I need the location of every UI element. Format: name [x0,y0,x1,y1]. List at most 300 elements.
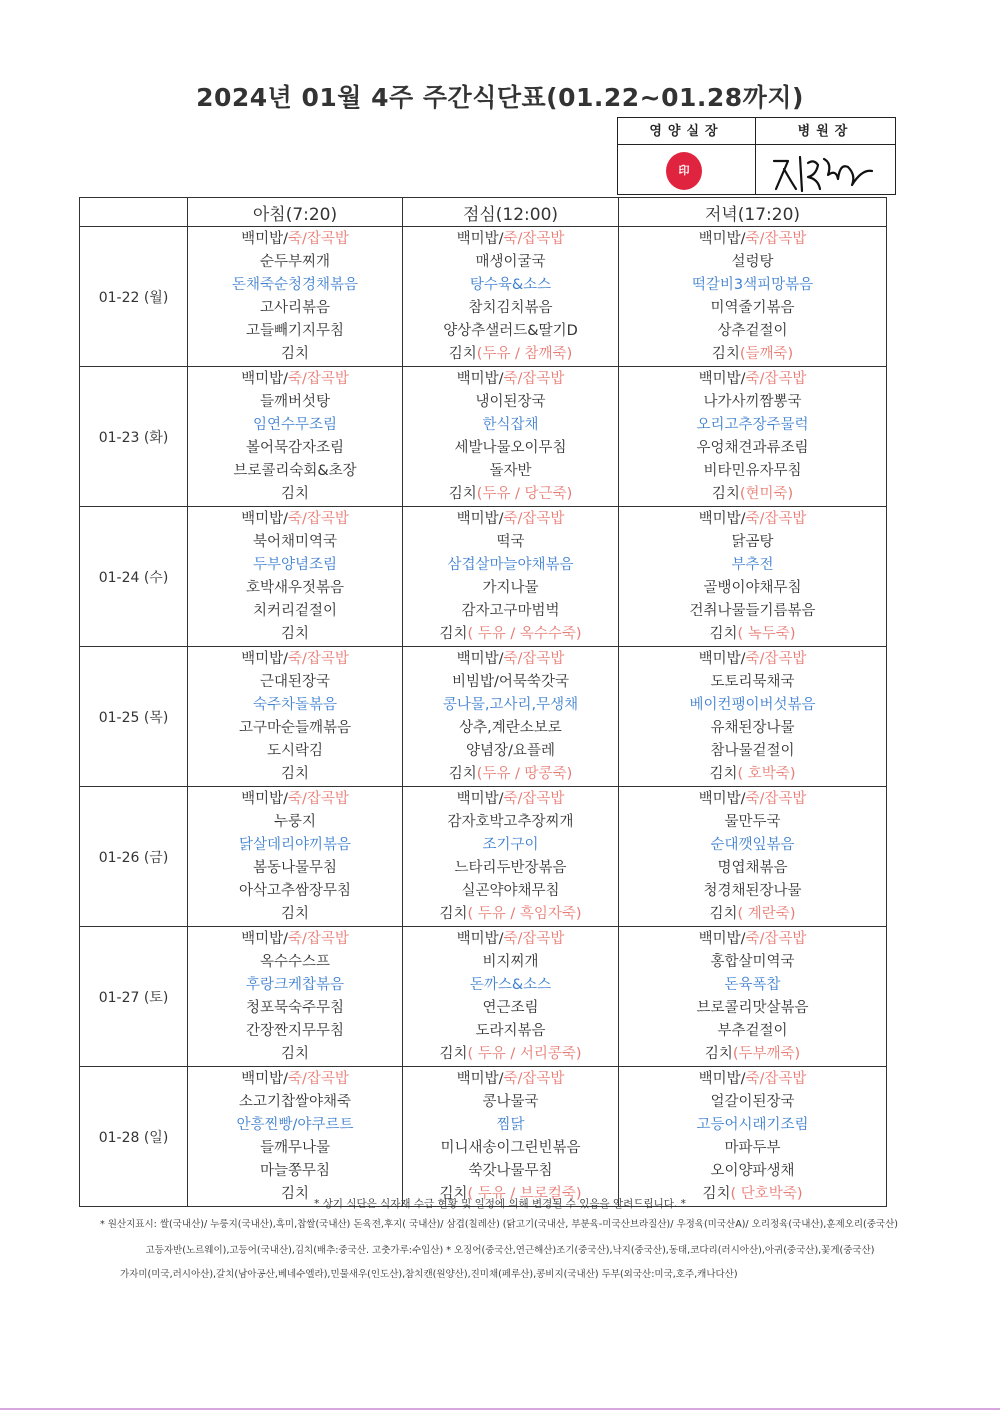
side-dish: 비빔밥/어묵쑥갓국 [452,674,569,690]
side-dish: 도라지볶음 [475,1023,546,1039]
menu-change-notice: * 상기 식단은 식자재 수급 현황 및 일정에 의해 변경될 수 있음을 알려드립니다. * [314,1198,686,1210]
alt-rice-option: 죽/잡곡밥 [503,231,565,247]
kimchi-item: 김치 [439,1046,468,1062]
porridge-snack: (두유 / 참깨죽) [476,346,573,362]
rice-item: 백미밥 [241,371,284,387]
rice-item: 백미밥 [698,791,741,807]
kimchi-item: 김치 [711,486,740,502]
rice-line [188,788,402,811]
dinner-cell [619,507,887,647]
page-title: 2024년 01월 4주 주간식단표(01.22~01.28까지) [196,83,804,112]
menu-item [403,251,618,274]
main-dish: 돈육폭찹 [724,977,781,993]
menu-item [619,717,886,740]
kimchi-line [403,903,618,926]
menu-item [403,437,618,460]
rice-separator: / [283,511,288,527]
main-dish: 숙주차돌볶음 [252,697,338,713]
rice-separator: / [498,931,504,947]
rice-line [188,228,402,251]
kimchi-line [619,343,886,366]
kimchi-item: 김치 [709,906,738,922]
menu-item [188,671,402,694]
rice-separator: / [740,371,746,387]
alt-rice-option: 죽/잡곡밥 [503,511,565,527]
alt-rice-option: 죽/잡곡밥 [745,651,807,667]
side-dish: 청경채된장나물 [703,883,802,899]
kimchi-line [403,1043,618,1066]
rice-item: 백미밥 [698,1071,741,1087]
side-dish: 미역줄기볶음 [710,300,795,316]
main-dish: 삼겹살마늘야채볶음 [447,557,574,573]
origin-line-3: 가자미(미국,러시아산),갈치(남아공산,베네수엘라),민물새우(인도산),참치캔(원양산),진미채(페루산),콩비지(국내산) 두부(외국산:미국,호주,캐나다산) [120,1269,738,1280]
day-date: 01-27 (토) [80,927,188,1067]
porridge-snack: (들깨죽) [739,346,794,362]
porridge-snack: ( 두유 / 브로컬죽) [467,1186,582,1202]
rice-item: 백미밥 [698,371,741,387]
alt-rice-option: 죽/잡곡밥 [288,371,349,387]
side-dish: 미니새송이그린빈볶음 [440,1140,581,1156]
rice-line [619,788,886,811]
side-dish: 볼어묵감자조림 [245,440,345,456]
main-dish: 두부양념조림 [252,557,338,573]
rice-line [619,648,886,671]
side-dish: 참치김치볶음 [468,300,553,316]
side-dish: 간장짠지무무침 [245,1023,345,1039]
alt-rice-option: 죽/잡곡밥 [745,1071,807,1087]
origin-line-1: * 원산지표시: 쌀(국내산)/ 누룽지(국내산),흑미,찹쌀(국내산) 돈육전,후지( 국내산)/ 삼겹(칠레산) (닭고기(국내산, 부분육-미국산브라질산)/ 우정육(미국산A)/ 오리정육(국내산),훈제오리(중국산) [100,1219,898,1230]
menu-item [403,391,618,414]
rice-separator: / [498,371,504,387]
rice-separator: / [740,231,746,247]
side-dish: 가지나물 [482,580,539,596]
side-dish: 치커리겉절이 [252,603,338,619]
side-dish: 물만두국 [724,814,781,830]
porridge-snack: ( 호박죽) [737,766,796,782]
side-dish: 감자고구마범벅 [461,603,560,619]
kimchi-item: 김치 [280,766,309,782]
menu-item [403,694,618,717]
main-dish: 돈채죽순청경채볶음 [231,277,359,293]
side-dish: 콩나물국 [482,1094,539,1110]
side-dish: 청포묵숙주무침 [245,1000,345,1016]
alt-rice-option: 죽/잡곡밥 [503,931,565,947]
side-dish: 냉이된장국 [475,394,546,410]
porridge-snack: ( 두유 / 서리콩죽) [467,1046,582,1062]
menu-item [188,274,402,297]
rice-separator: / [740,511,746,527]
alt-rice-option: 죽/잡곡밥 [288,231,349,247]
menu-item [403,671,618,694]
menu-item [188,437,402,460]
menu-item [619,1160,886,1183]
menu-item [188,857,402,880]
menu-item [403,857,618,880]
rice-item: 백미밥 [241,791,284,807]
lunch-cell [403,227,619,367]
breakfast-cell [188,787,403,927]
porridge-snack: ( 녹두죽) [737,626,796,642]
side-dish: 옥수수스프 [259,954,331,970]
side-dish: 비타민유자무침 [703,463,802,479]
alt-rice-option: 죽/잡곡밥 [503,791,565,807]
day-row [80,507,887,647]
kimchi-item: 김치 [280,346,309,362]
menu-item [403,460,618,483]
dinner-header: 저녁(17:20) [619,198,887,227]
main-dish: 순대깻잎볶음 [710,837,795,853]
kimchi-item: 김치 [280,626,309,642]
side-dish: 연근조림 [482,1000,539,1016]
kimchi-line [188,1043,402,1066]
rice-separator: / [283,791,288,807]
menu-item [619,857,886,880]
menu-item [619,811,886,834]
side-dish: 들깨무나물 [259,1140,331,1156]
rice-line [619,928,886,951]
rice-separator: / [740,651,746,667]
side-dish: 양념장/요플레 [466,743,555,759]
menu-item [619,577,886,600]
menu-item [188,1160,402,1183]
menu-item [403,600,618,623]
menu-item [619,1114,886,1137]
day-date: 01-22 (월) [80,227,188,367]
alt-rice-option: 죽/잡곡밥 [745,511,807,527]
menu-item [188,577,402,600]
alt-rice-option: 죽/잡곡밥 [288,651,349,667]
side-dish: 브로콜리숙회&초장 [233,463,357,479]
kimchi-line [619,763,886,786]
rice-item: 백미밥 [456,231,499,247]
menu-item [188,320,402,343]
side-dish: 건취나물들기름볶음 [689,603,816,619]
menu-item [403,1160,618,1183]
alt-rice-option: 죽/잡곡밥 [288,1071,349,1087]
side-dish: 느타리두반장볶음 [454,860,567,876]
rice-item: 백미밥 [456,1071,499,1087]
side-dish: 브로콜리맛살볶음 [696,1000,809,1016]
rice-line [188,368,402,391]
rice-separator: / [498,651,504,667]
kimchi-item: 김치 [704,1046,733,1062]
kimchi-item: 김치 [280,1046,309,1062]
day-date: 01-24 (수) [80,507,188,647]
menu-item [403,297,618,320]
porridge-snack: ( 두유 / 흑임자죽) [467,906,582,922]
rice-item: 백미밥 [698,511,741,527]
breakfast-cell [188,927,403,1067]
lunch-cell [403,787,619,927]
dinner-cell [619,227,887,367]
breakfast-cell [188,367,403,507]
kimchi-item: 김치 [439,626,468,642]
menu-item [619,834,886,857]
side-dish: 부추겉절이 [717,1023,788,1039]
bottom-border [0,1408,1000,1410]
menu-item [403,974,618,997]
main-dish: 찜닭 [496,1117,525,1133]
side-dish: 쑥갓나물무침 [468,1163,553,1179]
rice-item: 백미밥 [698,651,741,667]
rice-item: 백미밥 [241,651,284,667]
rice-item: 백미밥 [456,371,499,387]
menu-item [403,811,618,834]
menu-item [403,997,618,1020]
rice-item: 백미밥 [241,931,284,947]
side-dish: 홍합살미역국 [710,954,795,970]
seal-stamp: 印 [666,152,702,190]
kimchi-item: 김치 [280,486,309,502]
menu-item [188,880,402,903]
rice-separator: / [498,231,504,247]
dinner-cell [619,647,887,787]
menu-item [188,1091,402,1114]
side-dish: 봄동나물무침 [252,860,338,876]
kimchi-item: 김치 [702,1186,731,1202]
rice-line [188,1068,402,1091]
kimchi-line [188,623,402,646]
day-row [80,927,887,1067]
side-dish: 오이양파생채 [710,1163,795,1179]
side-dish: 실곤약야채무침 [461,883,560,899]
day-row [80,367,887,507]
menu-item [403,554,618,577]
side-dish: 참나물겉절이 [710,743,795,759]
menu-item [188,600,402,623]
menu-item [619,974,886,997]
menu-item [403,1020,618,1043]
day-date: 01-25 (목) [80,647,188,787]
rice-item: 백미밥 [456,931,499,947]
rice-item: 백미밥 [456,791,499,807]
lunch-cell [403,927,619,1067]
day-row [80,227,887,367]
rice-line [403,368,618,391]
rice-item: 백미밥 [241,511,284,527]
porridge-snack: (현미죽) [739,486,794,502]
rice-item: 백미밥 [698,231,741,247]
main-dish: 오리고추장주물럭 [696,417,809,433]
alt-rice-option: 죽/잡곡밥 [288,511,349,527]
rice-separator: / [283,1071,288,1087]
main-dish: 임연수무조림 [252,417,338,433]
kimchi-item: 김치 [280,906,309,922]
menu-item [188,811,402,834]
kimchi-line [619,1043,886,1066]
side-dish: 닭곰탕 [731,534,774,550]
main-dish: 돈까스&소스 [469,977,552,993]
menu-item [403,274,618,297]
menu-item [619,600,886,623]
alt-rice-option: 죽/잡곡밥 [745,791,807,807]
dinner-cell [619,367,887,507]
side-dish: 상추,계란소보로 [459,720,562,736]
menu-item [619,1091,886,1114]
kimchi-line [619,903,886,926]
rice-line [403,1068,618,1091]
menu-item [403,717,618,740]
menu-item [188,694,402,717]
menu-item [188,251,402,274]
main-dish: 후랑크케찹볶음 [245,977,345,993]
menu-item [403,880,618,903]
kimchi-item: 김치 [709,626,738,642]
side-dish: 돌자반 [489,463,532,479]
side-dish: 떡국 [496,534,525,550]
porridge-snack: ( 두유 / 옥수수죽) [467,626,582,642]
lunch-cell [403,367,619,507]
kimchi-line [188,903,402,926]
main-dish: 콩나물,고사리,무생채 [442,697,579,713]
alt-rice-option: 죽/잡곡밥 [503,651,565,667]
menu-item [403,1091,618,1114]
kimchi-item: 김치 [448,766,477,782]
day-date: 01-23 (화) [80,367,188,507]
menu-item [619,414,886,437]
side-dish: 도시락김 [266,743,324,759]
rice-separator: / [283,231,288,247]
menu-item [188,997,402,1020]
lunch-header: 점심(12:00) [403,198,619,227]
main-dish: 떡갈비3색피망볶음 [691,277,814,293]
side-dish: 소고기찹쌀야채죽 [238,1094,352,1110]
menu-item [619,880,886,903]
side-dish: 도토리묵채국 [710,674,795,690]
menu-item [619,554,886,577]
rice-separator: / [283,371,288,387]
day-date: 01-28 (일) [80,1067,188,1207]
main-dish: 고등어시래기조림 [696,1117,809,1133]
rice-item: 백미밥 [456,651,499,667]
side-dish: 마파두부 [724,1140,781,1156]
rice-line [619,508,886,531]
main-dish: 부추전 [731,557,774,573]
breakfast-cell [188,647,403,787]
day-row [80,1067,887,1207]
kimchi-line [403,343,618,366]
breakfast-header: 아침(7:20) [188,198,403,227]
menu-item [619,1137,886,1160]
kimchi-line [619,483,886,506]
lunch-cell [403,647,619,787]
side-dish: 설렁탕 [731,254,774,270]
rice-line [619,228,886,251]
dinner-cell [619,1067,887,1207]
director-signature-cell [756,145,895,194]
alt-rice-option: 죽/잡곡밥 [288,931,349,947]
menu-item [619,297,886,320]
rice-item: 백미밥 [241,231,284,247]
rice-separator: / [498,1071,504,1087]
menu-item [619,391,886,414]
menu-item [188,531,402,554]
porridge-snack: (두유 / 땅콩죽) [476,766,573,782]
side-dish: 감자호박고추장찌개 [447,814,574,830]
porridge-snack: (두유 / 당근죽) [476,486,573,502]
side-dish: 순두부찌개 [259,254,331,270]
menu-item [188,717,402,740]
side-dish: 고사리볶음 [259,300,331,316]
menu-item [619,460,886,483]
main-dish: 탕수육&소스 [469,277,552,293]
dinner-cell [619,787,887,927]
menu-item [188,554,402,577]
main-dish: 조기구이 [482,837,539,853]
kimchi-item: 김치 [439,906,468,922]
kimchi-item: 김치 [711,346,740,362]
rice-line [403,928,618,951]
kimchi-line [188,343,402,366]
signature [766,149,886,193]
kimchi-line [403,483,618,506]
menu-item [403,1137,618,1160]
menu-item [403,320,618,343]
rice-item: 백미밥 [456,511,499,527]
kimchi-line [403,623,618,646]
nutrition-seal-cell [618,145,756,194]
menu-item [188,1114,402,1137]
side-dish: 고들빼기지무침 [245,323,345,339]
rice-line [619,368,886,391]
menu-item [188,1020,402,1043]
origin-line-2: 고등자반(노르웨이),고등어(국내산),김치(배추:중국산. 고춧가루:수입산) * 오징어(중국산,연근해산)조기(중국산),낙지(중국산),동태,코다리(러시아산),아귀(중국산),꽃게(중국산) [145,1245,875,1256]
dinner-cell [619,927,887,1067]
side-dish: 호박새우젓볶음 [245,580,345,596]
rice-line [403,788,618,811]
menu-item [188,391,402,414]
menu-item [188,460,402,483]
director-label: 병원장 [756,118,895,145]
rice-line [403,648,618,671]
menu-item [619,320,886,343]
menu-item [619,997,886,1020]
porridge-snack: ( 계란죽) [737,906,796,922]
rice-separator: / [740,791,746,807]
day-row [80,647,887,787]
day-date: 01-26 (금) [80,787,188,927]
side-dish: 아삭고추쌈장무침 [238,883,352,899]
menu-item [403,414,618,437]
menu-item [188,740,402,763]
rice-separator: / [283,651,288,667]
alt-rice-option: 죽/잡곡밥 [745,931,807,947]
corner-header [80,198,188,227]
breakfast-cell [188,507,403,647]
kimchi-item: 김치 [448,346,477,362]
rice-line [188,508,402,531]
side-dish: 얼갈이된장국 [710,1094,795,1110]
lunch-cell [403,507,619,647]
menu-item [188,951,402,974]
side-dish: 근대된장국 [259,674,331,690]
side-dish: 유채된장나물 [710,720,795,736]
menu-item [619,1020,886,1043]
alt-rice-option: 죽/잡곡밥 [288,791,349,807]
rice-line [403,508,618,531]
breakfast-cell [188,227,403,367]
alt-rice-option: 죽/잡곡밥 [745,371,807,387]
menu-item [619,437,886,460]
approval-box [617,117,896,195]
porridge-snack: ( 단호박죽) [730,1186,803,1202]
rice-separator: / [740,1071,746,1087]
menu-item [619,251,886,274]
menu-item [619,274,886,297]
main-dish: 한식잡채 [482,417,539,433]
menu-item [619,951,886,974]
menu-item [188,974,402,997]
